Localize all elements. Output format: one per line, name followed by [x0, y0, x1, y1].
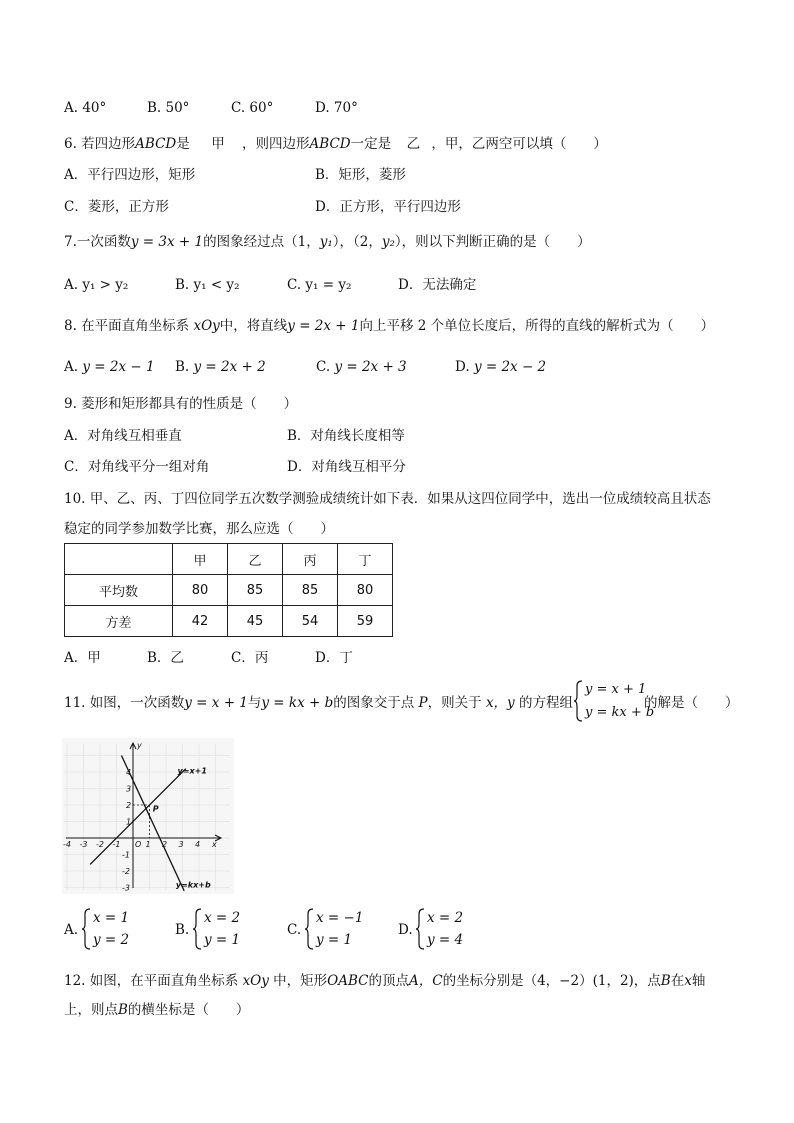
x-tick-label: -2 [96, 840, 104, 849]
q6-option-d: D．正方形，平行四边形 [315, 199, 461, 215]
q10-option-a: A．甲 [64, 650, 101, 666]
q8-function: y = 2x + 1 [287, 318, 360, 334]
option-y-value: y = 2 [93, 932, 130, 948]
q8-stem: 8. 在平面直角坐标系 xOy中，将直线y = 2x + 1向上平移 2 个单位长度后，所得的直线的解析式为（ ） [64, 318, 715, 334]
q8-option-b: B. y = 2x + 2 [175, 359, 266, 375]
table-row-label: 方差 [65, 606, 173, 637]
q5-option-c: C. 60° [231, 100, 274, 116]
x-tick-label: -4 [63, 840, 71, 849]
y-axis-label: y [137, 741, 142, 750]
table-cell: 45 [228, 606, 283, 637]
table-row-label: 平均数 [65, 575, 173, 606]
x-tick-label: -1 [112, 840, 121, 849]
q8-option-d: D. y = 2x − 2 [455, 359, 547, 375]
q9-option-a: A．对角线互相垂直 [64, 428, 182, 444]
q10-option-b: B．乙 [147, 650, 184, 666]
x-tick-label: 3 [178, 840, 184, 849]
q7-option-a: A. y₁ > y₂ [64, 277, 129, 293]
q11-stem: 11. 如图，一次函数y = x + 1与y = kx + b的图象交于点 P，则关于 x，y 的方程组 [64, 695, 573, 711]
option-label: A. [64, 922, 79, 938]
table-header-cell: 丁 [338, 544, 393, 575]
option-brace [305, 908, 314, 950]
option-x-value: x = 2 [427, 910, 464, 926]
x-tick-label: 2 [162, 840, 168, 849]
q6-blank-jia: 甲 [211, 136, 225, 152]
option-brace [193, 908, 202, 950]
q7-option-b: B. y₁ < y₂ [175, 277, 240, 293]
q9-option-d: D．对角线互相平分 [287, 459, 406, 475]
table-cell: 42 [173, 606, 228, 637]
q10-stem-line1: 10. 甲、乙、丙、丁四位同学五次数学测验成绩统计如下表．如果从这四位同学中，选出一位成绩较高且状态 [64, 491, 711, 507]
q6-option-a: A．平行四边形，矩形 [64, 167, 196, 183]
origin-label: O [135, 840, 142, 849]
y-tick-label: -2 [122, 867, 130, 876]
q7-option-c: C. y₁ = y₂ [287, 277, 352, 293]
q10-option-d: D．丁 [315, 650, 353, 666]
q11-stem-end: 的解是（ ） [644, 695, 739, 711]
q5-option-a: A. 40° [64, 100, 107, 116]
table-header-cell: 丙 [283, 544, 338, 575]
table-cell: 59 [338, 606, 393, 637]
y-tick-label: 3 [126, 784, 132, 794]
q9-stem: 9. 菱形和矩形都具有的性质是（ ） [64, 396, 298, 412]
q11-option [287, 906, 387, 952]
y-tick-label: 4 [126, 768, 132, 777]
q9-option-b: B．对角线长度相等 [287, 428, 405, 444]
q6-stem: 6. 若四边形ABCD是 甲 ，则四边形ABCD一定是 乙 ，甲，乙两空可以填（ ） [64, 136, 607, 152]
y-tick-label: -1 [122, 850, 130, 860]
x-axis-label: x [212, 840, 217, 849]
q7-function: y = 3x + 1 [130, 234, 204, 250]
table-cell: 80 [338, 575, 393, 606]
system-brace [574, 680, 583, 722]
q11-option [64, 906, 164, 952]
q11-option [175, 906, 275, 952]
q9-option-c: C．对角线平分一组对角 [64, 459, 210, 475]
table-row [65, 606, 393, 637]
q11-option [398, 906, 498, 952]
y-tick-label: -3 [122, 883, 130, 893]
option-y-value: y = 1 [204, 932, 241, 948]
line-y-equals-x-plus-1 [90, 769, 186, 865]
q10-option-c: C．丙 [231, 650, 269, 666]
line2-label: y=kx+b [175, 880, 211, 890]
option-y-value: y = 4 [427, 932, 464, 948]
table-header-row [65, 544, 393, 575]
point-p-label: P [152, 804, 159, 814]
q7-stem: 7.一次函数y = 3x + 1的图象经过点（1，y₁），（2，y₂），则以下判断正确的是（ ） [64, 234, 591, 250]
x-tick-label: 1 [145, 840, 151, 849]
function-graph [62, 738, 234, 894]
q5-option-b: B. 50° [147, 100, 190, 116]
y-tick-label: 2 [126, 801, 132, 810]
q7-option-d: D．无法确定 [398, 277, 477, 293]
option-label: B. [175, 922, 190, 938]
score-table [64, 543, 393, 637]
q8-option-a: A. y = 2x − 1 [64, 359, 155, 375]
option-x-value: x = 2 [204, 910, 241, 926]
option-brace [416, 908, 425, 950]
option-label: D. [398, 922, 413, 938]
table-header-cell: 甲 [173, 544, 228, 575]
option-y-value: y = 1 [316, 932, 353, 948]
option-x-value: x = −1 [316, 910, 364, 926]
table-row [65, 575, 393, 606]
table-cell: 85 [228, 575, 283, 606]
option-brace [82, 908, 91, 950]
y-tick-label: 1 [126, 817, 132, 827]
q6-blank-yi: 乙 [406, 136, 421, 152]
line1-label: y=x+1 [177, 766, 207, 776]
system-eq2: y = kx + b [585, 705, 655, 720]
table-header-cell [65, 544, 173, 575]
table-header-cell: 乙 [228, 544, 283, 575]
x-tick-label: -3 [79, 840, 88, 849]
option-label: C. [287, 922, 302, 938]
q8-option-c: C. y = 2x + 3 [316, 359, 407, 375]
q5-option-d: D. 70° [315, 100, 358, 116]
x-tick-label: 4 [195, 840, 201, 849]
option-x-value: x = 1 [93, 910, 130, 926]
q6-option-b: B．矩形，菱形 [315, 167, 406, 183]
table-cell: 80 [173, 575, 228, 606]
q12-stem-line2: 上，则点B的横坐标是（ ） [64, 1002, 250, 1018]
q10-stem-line2: 稳定的同学参加数学比赛，那么应选（ ） [64, 521, 334, 537]
q12-stem-line1: 12. 如图，在平面直角坐标系 xOy 中，矩形OABC的顶点A，C的坐标分别是（4，−2）(1，2)，点B在x轴 [64, 973, 706, 989]
table-cell: 85 [283, 575, 338, 606]
q6-option-c: C．菱形，正方形 [64, 199, 169, 215]
system-eq1: y = x + 1 [585, 682, 647, 697]
table-cell: 54 [283, 606, 338, 637]
